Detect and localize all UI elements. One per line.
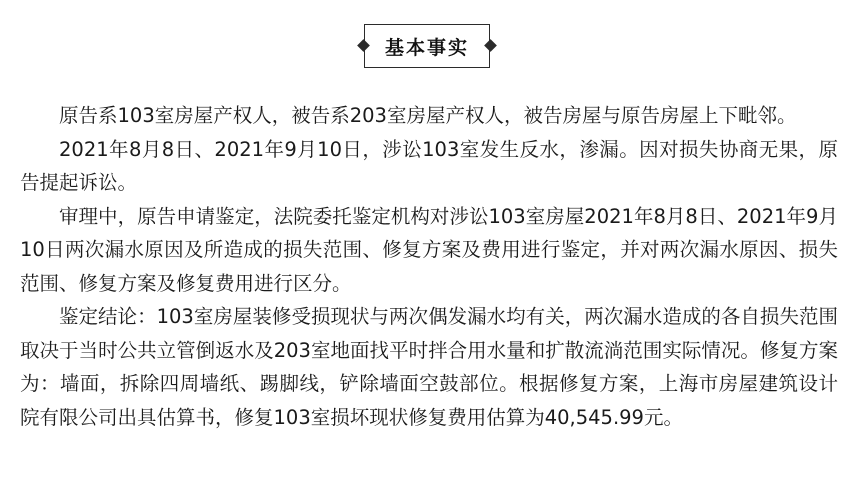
section-title: 基本事实 xyxy=(384,36,469,59)
paragraph-ownership: 原告系103室房屋产权人，被告系203室房屋产权人，被告房屋与原告房屋上下毗邻。 xyxy=(59,104,797,127)
section-header xyxy=(0,24,855,72)
paragraph-leak-event: 2021年8月8日、2021年9月10日，涉讼103室发生反水，渗漏。因对损失协商无果，原告提起诉讼。 xyxy=(20,137,838,194)
left-diamond-icon xyxy=(357,39,370,52)
paragraph-appraisal-conclusion: 鉴定结论：103室房屋装修受损现状与两次偶发漏水均有关，两次漏水造成的各自损失范围取决于当时公共立管倒返水及203室地面找平时拌合用水量和扩散流淌范围实际情况。修复方案为：墙面，拆除四周墙纸、踢脚线，铲除墙面空鼓部位。根据修复方案，上海市房屋建筑设计院有限公司出具估算书，修复103室损坏现状修复费用估算为40,545.99元。 xyxy=(20,305,838,429)
section-title-box xyxy=(364,24,490,68)
article-body xyxy=(20,99,838,434)
paragraph-appraisal-request: 审理中，原告申请鉴定，法院委托鉴定机构对涉讼103室房屋2021年8月8日、2021年9月10日两次漏水原因及所造成的损失范围、修复方案及费用进行鉴定，并对两次漏水原因、损失范围、修复方案及修复费用进行区分。 xyxy=(20,204,838,295)
right-diamond-icon xyxy=(484,39,497,52)
